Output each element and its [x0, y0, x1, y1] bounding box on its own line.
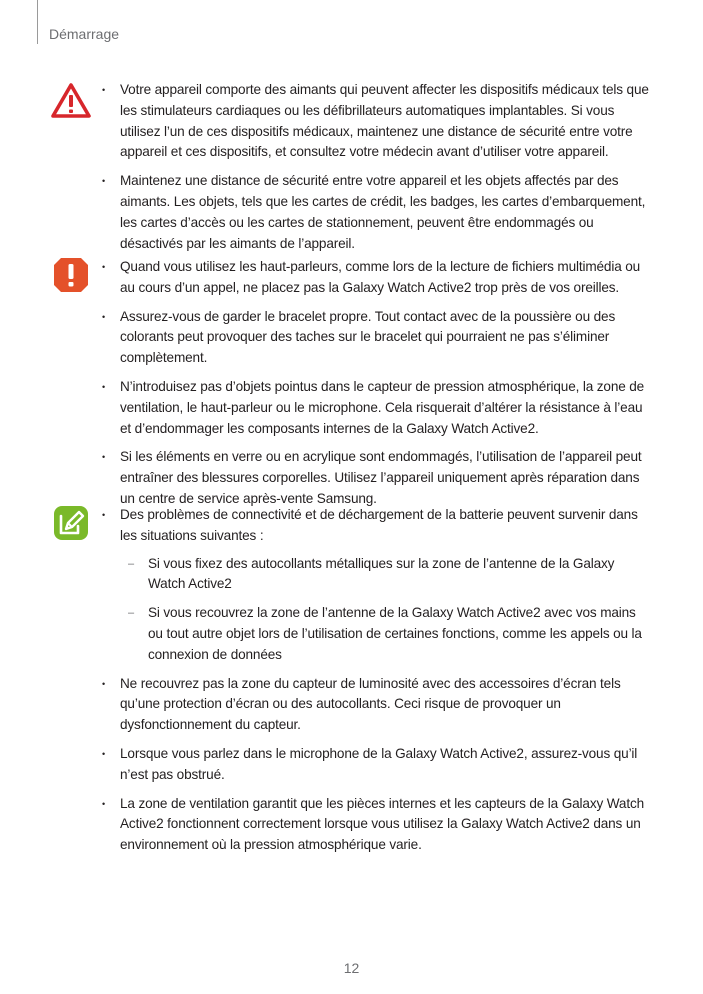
- list-item: • Maintenez une distance de sécurité entre votre appareil et les objets affectés par des aimants. Les objets, tels que les cartes de crédit, les badges, les cartes d’embarquement, les cartes d’accès ou les cartes de stationnement, peuvent être endommagés ou désactivés par les aimants de l’appareil.: [101, 171, 653, 254]
- note-list: [101, 505, 653, 864]
- list-item: • Lorsque vous parlez dans le microphone de la Galaxy Watch Active2, assurez-vous qu’il n’est pas obstrué.: [101, 744, 653, 786]
- list-item: • Ne recouvrez pas la zone du capteur de luminosité avec des accessoires d’écran tels qu’une protection d’écran ou des autocollants. Ceci risque de provoquer un dysfonctionnement du capteur.: [101, 674, 653, 736]
- note-pencil-icon: [52, 504, 92, 544]
- list-item: • Quand vous utilisez les haut-parleurs, comme lors de la lecture de fichiers multimédia ou au cours d’un appel, ne placez pas la Galaxy Watch Active2 trop près de vos oreilles.: [101, 257, 653, 299]
- sub-list-item: – Si vous fixez des autocollants métalliques sur la zone de l’antenne de la Galaxy Watch Active2: [120, 554, 653, 596]
- caution-list: [101, 257, 653, 518]
- list-item-text: Des problèmes de connectivité et de déchargement de la batterie peuvent survenir dans les situations suivantes :: [120, 507, 638, 543]
- header-divider: [37, 0, 38, 44]
- warning-triangle-icon: [51, 83, 91, 123]
- sub-list-item: – Si vous recouvrez la zone de l’antenne de la Galaxy Watch Active2 avec vos mains ou tout autre objet lors de l’utilisation de certaines fonctions, comme les appels ou la connexion de données: [120, 603, 653, 665]
- list-item: • La zone de ventilation garantit que les pièces internes et les capteurs de la Galaxy Watch Active2 fonctionnent correctement lorsque vous utilisez la Galaxy Watch Active2 dans un environnement où la pression atmosphérique varie.: [101, 794, 653, 856]
- list-item: • N’introduisez pas d’objets pointus dans le capteur de pression atmosphérique, la zone de ventilation, le haut-parleur ou le microphone. Cela risquerait d’altérer la résistance à l’eau et d’endommager les composants internes de la Galaxy Watch Active2.: [101, 377, 653, 439]
- sub-list: [120, 554, 653, 666]
- list-item: • Votre appareil comporte des aimants qui peuvent affecter les dispositifs médicaux tels que les stimulateurs cardiaques ou les défibrillateurs automatiques implantables. Si vous utilisez l’un de ces dispositifs médicaux, maintenez une distance de sécurité entre votre appareil et ces dispositifs, et consultez votre médecin avant d’utiliser votre appareil.: [101, 80, 653, 163]
- caution-exclamation-icon: [52, 256, 92, 296]
- list-item: [101, 505, 653, 666]
- page-number: 12: [343, 960, 360, 976]
- list-item: • Si les éléments en verre ou en acrylique sont endommagés, l’utilisation de l’appareil peut entraîner des blessures corporelles. Utilisez l’appareil uniquement après réparation dans un centre de service après-vente Samsung.: [101, 447, 653, 509]
- warning-list: [101, 80, 653, 262]
- section-title: Démarrage: [49, 26, 120, 42]
- list-item: • Assurez-vous de garder le bracelet propre. Tout contact avec de la poussière ou des colorants peut provoquer des taches sur le bracelet qui pourraient ne pas s’éliminer complètement.: [101, 307, 653, 369]
